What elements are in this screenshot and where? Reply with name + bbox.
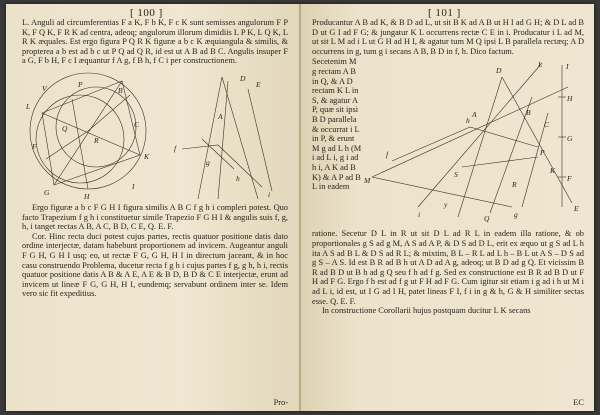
circle-small [56,87,136,167]
figure-circles-construction [22,69,288,201]
line-fgh [392,127,538,161]
fig-label-i: i [418,210,421,220]
fig-label-l: L [538,60,543,70]
fig-label-p: P [78,79,83,89]
page-number-right: [ 101 ] [428,7,461,19]
line-sp [462,157,538,167]
fig-label-big-i: I [566,62,569,72]
left-page [6,4,300,411]
diag-3 [72,99,88,189]
right-figure-row [312,57,584,229]
fig-label-big-h: H [567,94,573,104]
left-para-bottom-2: Cor. Hinc recta duci potest cujus partes, rectis quatuor positione datis dato ordine interjectæ, datam habebunt proportionem ad invicem. Augeantur anguli F G H, G H I usq; eo, ut rectæ F G, G H, H I in directum jaceant, & in hoc casu construendo Problema, ducetur recta f g h i cujus partes f g, g h, h i, rectis quatuor positione datis A B & A E, A E & B D, B D & C E interjectæ, erunt ad invicem ut lineæ F G, G H, H I, eundemq; servabunt ordinem inter se. Idem vero sic fit expeditius. [22,231,288,299]
fig-label-sm-g: g [206,157,210,167]
fig-label-i: I [132,181,135,191]
fig-label-big-g: G [567,134,573,144]
fig-label-s: S [454,170,458,180]
fig-label-r: R [512,180,517,190]
page-number-left: [ 100 ] [130,7,163,19]
line-ab [198,77,222,199]
fig-label-f: F [32,141,37,151]
fig-label-sm-f: f [174,143,177,153]
fig-label-big-f: F [567,174,572,184]
fig-label-b: B [118,85,123,95]
left-para-top: L. Anguli ad circumferentias F a K, F b K, F c K sunt semisses angulorum F P K, F Q K, F R K ad centra, adeoq; angulorum illorum dimidiis L P K, L Q K, L R K æquales. Est ergo figura P Q R K figuræ a b c K æquiangula & similis, & propterea a b est ad b c ut P Q ad Q R, id est ut A B ad B C. Angulis insuper F a G, F b H, F c I æquantur f A g, f B h, f C i per constructionem. [22,18,288,66]
fig-label-e: E [574,204,579,214]
right-page-text-bottom [312,229,584,315]
right-page [300,4,594,411]
left-page-text-bottom [22,203,288,299]
line-kl [418,63,542,210]
left-para-bottom-1: Ergo figuræ a b c F G H I figura similis A B C f g h i compleri potest. Quo facto Trapezium f g h i constituetur simile Trapezio F G H I & angulis suis f, g, h, i tanget rectas A B, A C, B D, C E, Q. E. F. [22,202,288,232]
fig-label-c: C [134,119,140,129]
catchword-left: Pro- [273,398,288,407]
fig-label-r: R [94,135,99,145]
left-page-text [22,18,288,66]
figure-right-svg [362,57,584,229]
fig-label-l: L [26,101,31,111]
fig-label-m: M [364,176,371,186]
figure-lines-construction [362,57,584,229]
right-para-top: Producantur A B ad K, & B D ad L, ut sit B K ad A B ut H I ad G H; & D L ad B D ut G I ad F G; & jungatur K L occurrens rectæ C E in i. Producatur i L ad M, ut sit L M ad i L ut G H ad H I, & agatur tum M Q ipsi L B parallela rectæq; A D occurrens in g, tum g i secans A B, B D in f, h. Dico factum. [312,18,584,56]
figure-left-svg [22,69,288,201]
circle-middle [36,95,124,183]
fig-label-g: g [514,210,518,220]
fig-label-a: A [218,111,223,121]
fig-label-q: Q [484,214,490,224]
book-spread [6,4,594,411]
fig-label-d: D [496,66,502,76]
fig-label-f: f [386,150,389,160]
right-page-text [312,18,584,56]
fig-label-sm-i: i [268,189,271,199]
fig-label-k: K [144,151,150,161]
catchword-right: EC [573,398,584,407]
line-ab [458,77,502,217]
line-ce [248,89,272,191]
fig-label-q: Q [62,123,68,133]
fig-label-sm-h: h [236,173,240,183]
fig-label-g: G [44,187,50,197]
fig-label-d: D [240,73,246,83]
fig-label-v: V [42,83,47,93]
line-ae [222,77,258,199]
fig-label-a: A [472,110,477,120]
fig-label-k: K [550,166,556,176]
fig-label-e: E [256,79,261,89]
book-gutter [299,4,301,411]
line-ml [372,87,568,180]
fig-label-h: h [466,116,470,126]
fig-label-p: P [540,148,545,158]
fig-label-y: y [444,200,448,210]
fig-label-c: C [544,120,550,130]
right-para-last: In constructione Corollarii hujus postquam ducitur L K secans [322,306,531,316]
fig-label-b: B [526,108,531,118]
right-narrow-column: Secetenim M g rectam A B in Q, & A D rectam K L in S, & agatur A P, quæ sit ipsi B D parallela & occurrat i L in P, & erunt M g ad L h (M i ad L i, g i ad h i, A K ad B K) & A P ad B L in eadem [312,57,362,192]
line-mg [372,177,512,210]
right-para-bottom: ratione. Secetur D L in R ut sit D L ad R L in eadem illa ratione, & ob proportionales g S ad g M, A S ad A P, & D S ad D L, erit ex æquo ut g S ad L h ita A S ad B L & D S ad R L; & mixtim, B L – R L ad L h – B L ut A S – D S ad g S – A S. Id est B R ad B h ut A D ad A g, adeoq; ut B D ad g Q. Et vicissim B R ad B D ut B h ad g Q seu f h ad f g. Sed ex constructione est B R ad B D ut F H ad F G. Ergo f h est ad f g ut F H ad F G. Cum igitur sit etiam i g ad i h ut M i ad L i, id est, ut I G ad I H, patet lineas F I, f i in g & h, G & H similiter sectas esse. Q. E. F. [312,229,584,306]
line-bd [218,81,228,199]
fig-label-h: H [84,191,90,201]
